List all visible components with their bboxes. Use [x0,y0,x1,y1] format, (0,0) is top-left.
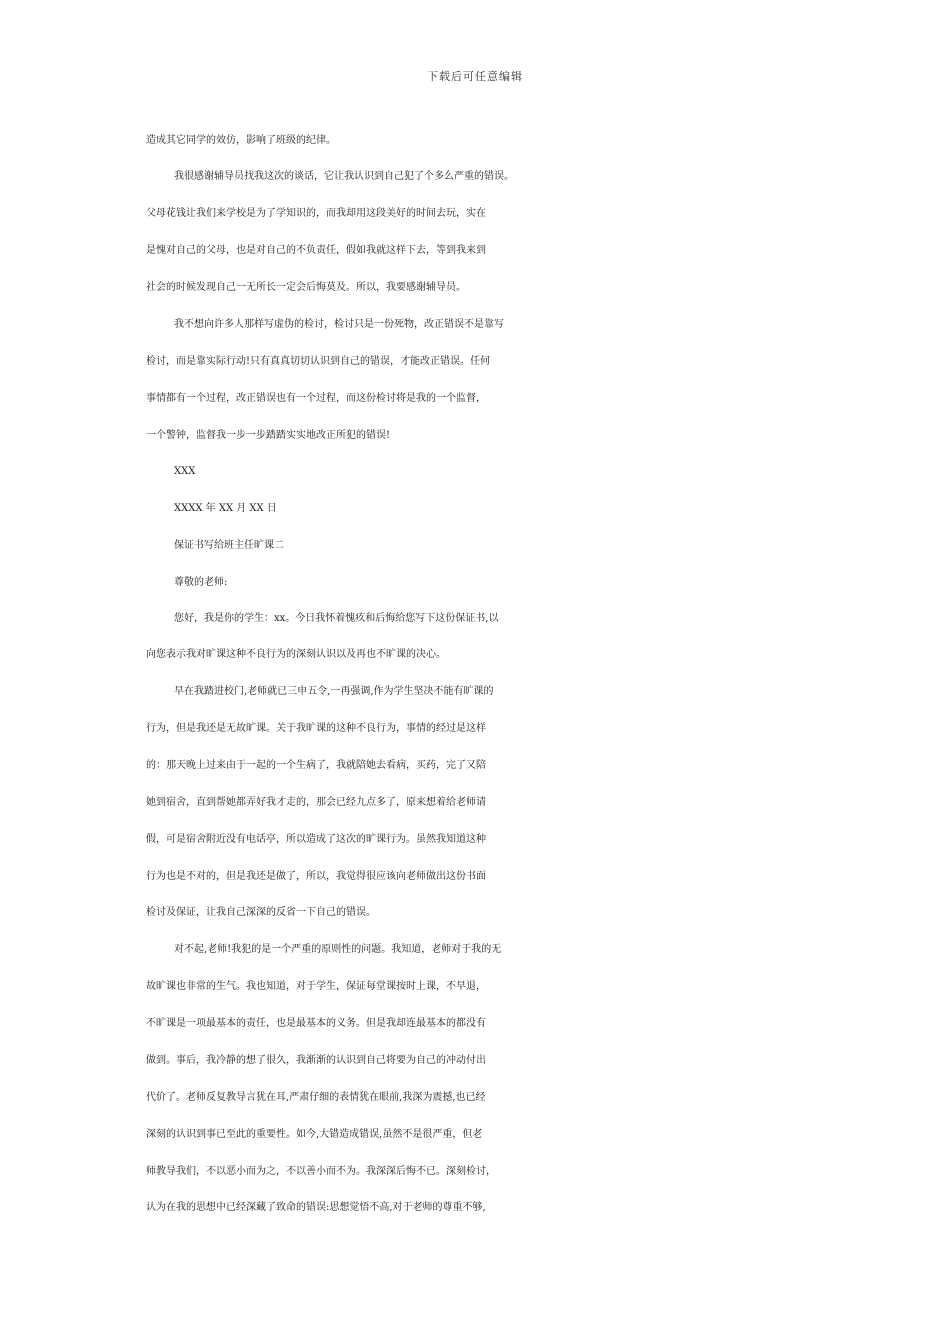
salutation: 尊敬的老师: [174,577,228,588]
text-line: 的：那天晚上过来由于一起的一个生病了，我就陪她去看病，买药，完了又陪 [146,760,486,771]
text-line: 我不想向许多人那样写虚伪的检讨，检讨只是一份死物，改正错误不是靠写 [174,319,504,330]
text-line: 早在我踏进校门,老师就已三申五令,一再强调,作为学生坚决不能有旷课的 [174,686,494,697]
text-line: 行为也是不对的，但是我还是做了，所以，我觉得很应该向老师做出这份书面 [146,871,486,882]
text-line: 认为在我的思想中已经深藏了致命的错误:思想觉悟不高,对于老师的尊重不够, [146,1202,486,1213]
text-line: 社会的时候发现自己一无所长一定会后悔莫及。所以，我要感谢辅导员。 [146,282,466,293]
text-line: 做到。事后，我冷静的想了很久，我渐渐的认识到自己将要为自己的冲动付出 [146,1055,486,1066]
text-line: 检讨及保证，让我自己深深的反省一下自己的错误。 [146,907,376,918]
signature-name: XXX [174,466,196,477]
text-line: 父母花钱让我们来学校是为了学知识的，而我却用这段美好的时间去玩，实在 [146,208,486,219]
text-line: 深刻的认识到事已至此的重要性。如今,大错造成错误,虽然不是很严重，但老 [146,1129,483,1140]
text-line: 师教导我们，不以恶小而为之，不以善小而不为。我深深后悔不已。深刻检讨， [146,1166,496,1177]
section-title: 保证书写给班主任旷课二 [174,540,284,551]
text-line: 对不起,老师!我犯的是一个严重的原则性的问题。我知道，老师对于我的无 [174,944,502,955]
text-line: 您好，我是你的学生：xx。今日我怀着愧疚和后悔给您写下这份保证书,以 [174,613,499,624]
text-line: 我很感谢辅导员找我这次的谈话，它让我认识到自己犯了个多么严重的错误。 [174,171,514,182]
text-line: 行为，但是我还是无故旷课。关于我旷课的这种不良行为，事情的经过是这样 [146,723,486,734]
signature-date: XXXX 年 XX 月 XX 日 [174,503,277,514]
text-line: 一个警钟，监督我一步一步踏踏实实地改正所犯的错误! [146,430,391,441]
text-line: 故旷课也非常的生气。我也知道，对于学生，保证每堂课按时上课，不早退， [146,981,486,992]
text-line: 不旷课是一项最基本的责任，也是最基本的义务。但是我却连最基本的都没有 [146,1018,486,1029]
text-line: 造成其它同学的效仿，影响了班级的纪律。 [146,135,336,146]
page-header: 下载后可任意编辑 [427,70,523,83]
text-line: 向您表示我对旷课这种不良行为的深刻认识以及再也不旷课的决心。 [146,649,446,660]
text-line: 假，可是宿舍附近没有电话亭，所以造成了这次的旷课行为。虽然我知道这种 [146,834,486,845]
text-line: 事情都有一个过程，改正错误也有一个过程，而这份检讨将是我的一个监督， [146,393,486,404]
text-line: 是愧对自己的父母，也是对自己的不负责任，假如我就这样下去，等到我来到 [146,245,486,256]
text-line: 代价了。老师反复教导言犹在耳,严肃仔细的表情犹在眼前,我深为震撼,也已经 [146,1092,486,1103]
text-line: 检讨，而是靠实际行动!只有真真切切认识到自己的错误，才能改正错误。任何 [146,356,491,367]
text-line: 她到宿舍，直到帮她都弄好我才走的，那会已经九点多了，原来想着给老师请 [146,797,486,808]
